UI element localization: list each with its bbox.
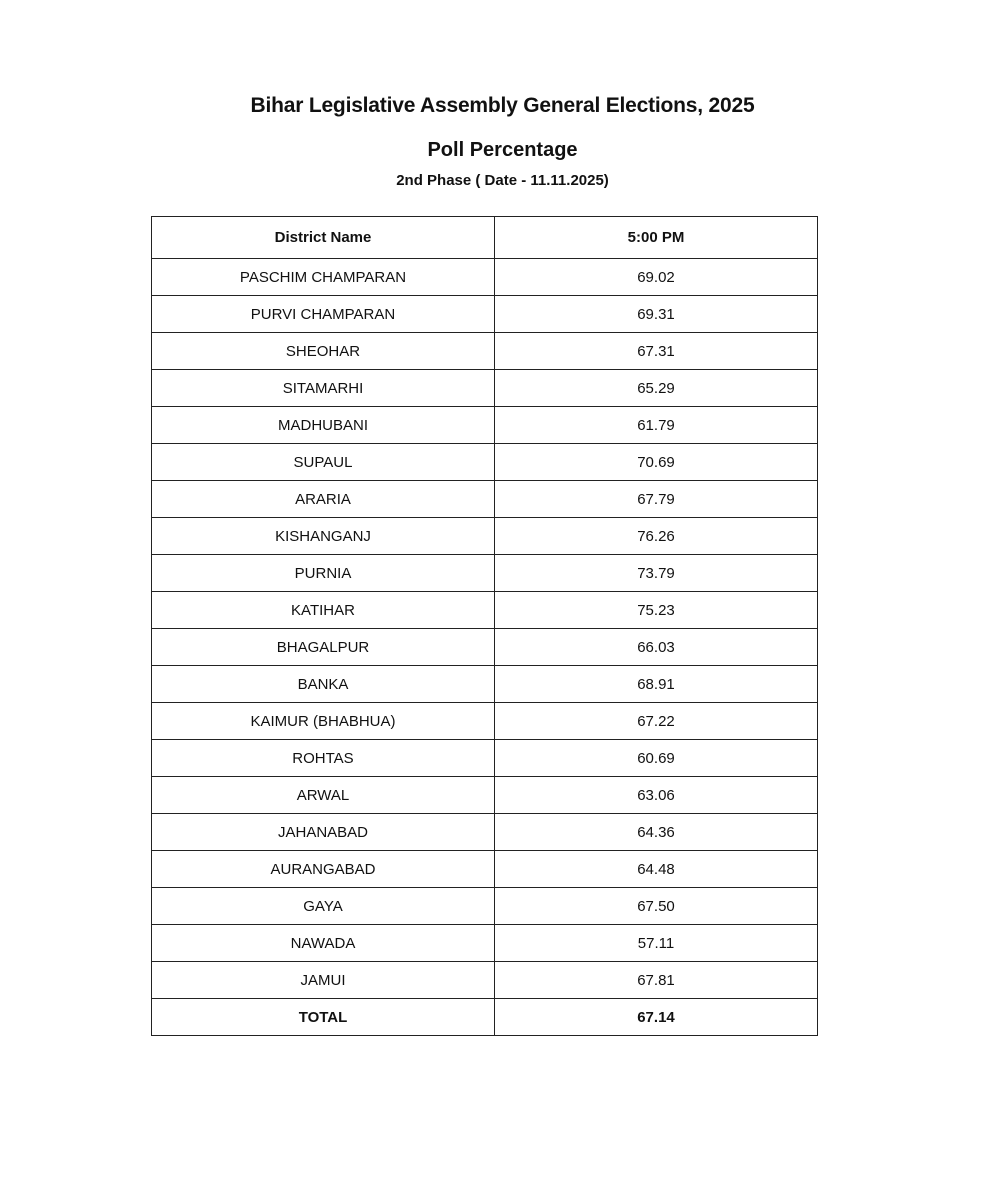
- table-row: [152, 814, 818, 851]
- table-row: [152, 925, 818, 962]
- district-name-cell: PASCHIM CHAMPARAN: [152, 259, 495, 296]
- poll-percentage-cell: 64.36: [495, 814, 818, 851]
- poll-percentage-cell: 67.79: [495, 481, 818, 518]
- poll-percentage-cell: 64.48: [495, 851, 818, 888]
- table-row: [152, 407, 818, 444]
- district-name-cell: SHEOHAR: [152, 333, 495, 370]
- district-name-cell: AURANGABAD: [152, 851, 495, 888]
- poll-percentage-cell: 60.69: [495, 740, 818, 777]
- table-row: [152, 370, 818, 407]
- total-row: [152, 999, 818, 1036]
- district-name-cell: ROHTAS: [152, 740, 495, 777]
- district-name-cell: NAWADA: [152, 925, 495, 962]
- table-row: [152, 555, 818, 592]
- table-row: [152, 703, 818, 740]
- table-row: [152, 851, 818, 888]
- document-title: Bihar Legislative Assembly General Elections, 2025: [250, 94, 755, 117]
- poll-percentage-cell: 76.26: [495, 518, 818, 555]
- poll-percentage-cell: 67.50: [495, 888, 818, 925]
- district-name-cell: MADHUBANI: [152, 407, 495, 444]
- table-row: [152, 444, 818, 481]
- district-name-cell: ARARIA: [152, 481, 495, 518]
- table-row: [152, 518, 818, 555]
- district-name-cell: BANKA: [152, 666, 495, 703]
- poll-percentage-cell: 63.06: [495, 777, 818, 814]
- district-name-cell: KAIMUR (BHABHUA): [152, 703, 495, 740]
- poll-percentage-cell: 67.81: [495, 962, 818, 999]
- poll-percentage-cell: 73.79: [495, 555, 818, 592]
- table-row: [152, 296, 818, 333]
- poll-percentage-cell: 61.79: [495, 407, 818, 444]
- poll-percentage-cell: 67.22: [495, 703, 818, 740]
- table-row: [152, 592, 818, 629]
- district-name-cell: GAYA: [152, 888, 495, 925]
- poll-percentage-cell: 57.11: [495, 925, 818, 962]
- poll-percentage-cell: 65.29: [495, 370, 818, 407]
- district-name-cell: BHAGALPUR: [152, 629, 495, 666]
- poll-percentage-cell: 69.02: [495, 259, 818, 296]
- poll-percentage-cell: 66.03: [495, 629, 818, 666]
- district-name-cell: KATIHAR: [152, 592, 495, 629]
- table-header-row: [152, 217, 818, 259]
- table-row: [152, 777, 818, 814]
- poll-percentage-table: [151, 216, 818, 1036]
- table-row: [152, 481, 818, 518]
- district-name-cell: SUPAUL: [152, 444, 495, 481]
- poll-percentage-cell: 75.23: [495, 592, 818, 629]
- poll-percentage-cell: 68.91: [495, 666, 818, 703]
- district-name-cell: PURNIA: [152, 555, 495, 592]
- table-row: [152, 740, 818, 777]
- poll-percentage-cell: 67.31: [495, 333, 818, 370]
- column-header-time: 5:00 PM: [495, 217, 818, 259]
- table-row: [152, 629, 818, 666]
- district-name-cell: PURVI CHAMPARAN: [152, 296, 495, 333]
- document-subtitle: Poll Percentage: [427, 139, 578, 161]
- district-name-cell: SITAMARHI: [152, 370, 495, 407]
- table-row: [152, 962, 818, 999]
- district-name-cell: JAMUI: [152, 962, 495, 999]
- district-name-cell: KISHANGANJ: [152, 518, 495, 555]
- poll-percentage-cell: 69.31: [495, 296, 818, 333]
- poll-percentage-cell: 70.69: [495, 444, 818, 481]
- column-header-district: District Name: [152, 217, 495, 259]
- table-body: [152, 259, 818, 999]
- total-value: 67.14: [495, 999, 818, 1036]
- district-name-cell: JAHANABAD: [152, 814, 495, 851]
- table-row: [152, 666, 818, 703]
- total-label: TOTAL: [152, 999, 495, 1036]
- district-name-cell: ARWAL: [152, 777, 495, 814]
- table-row: [152, 259, 818, 296]
- table-row: [152, 333, 818, 370]
- phase-date: 2nd Phase ( Date - 11.11.2025): [396, 172, 609, 189]
- table-row: [152, 888, 818, 925]
